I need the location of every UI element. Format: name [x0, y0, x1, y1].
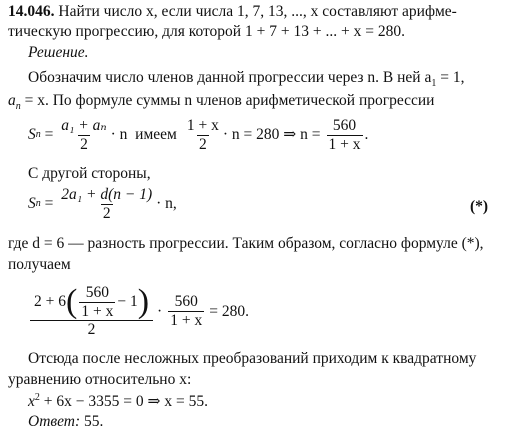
problem-number: 14.046.	[8, 3, 55, 20]
fraction-denominator: 1 + x	[81, 302, 114, 320]
fraction-numerator: a₁ + aₙ	[61, 117, 107, 134]
answer-value: 55.	[80, 413, 104, 430]
para1-text: Обозначим число членов данной прогрессии через n. В ней a	[28, 69, 432, 86]
multiply-dot: ·	[157, 302, 163, 320]
other-side-text: С другой стороны,	[28, 165, 151, 182]
quadratic-equation	[28, 391, 208, 410]
fraction-numerator: 560	[332, 117, 357, 134]
formula2-tail: · n,	[156, 195, 177, 213]
solution-heading: Решение.	[28, 44, 89, 61]
answer-label: Ответ:	[28, 413, 81, 430]
equals-sign: =	[40, 126, 58, 144]
a1-value: = 1,	[436, 69, 465, 86]
fraction-denominator: 1 + x	[170, 311, 203, 329]
formula3-result: = 280.	[209, 302, 249, 320]
formula1-implication: · n = 280 ⇒ n =	[222, 126, 321, 144]
para1-line-1	[28, 69, 465, 90]
x-variable: x	[28, 393, 35, 410]
fraction-a1-an	[59, 118, 108, 152]
para2-line-2: получаем	[8, 256, 71, 273]
big-denominator: 2	[30, 320, 153, 338]
square-exponent: 2	[34, 391, 40, 403]
sn-symbol: S	[28, 126, 36, 144]
equation-tag: (*)	[470, 198, 489, 215]
fraction-general-term	[59, 187, 154, 221]
fraction-denominator: 2	[102, 204, 111, 222]
left-paren: (	[66, 283, 78, 320]
fraction-1-plus-x	[185, 118, 221, 152]
para3-line-1: Отсюда после несложных преобразований приходим к квадратному	[28, 350, 477, 367]
formula-sum-2: S n = $\frac{\text{2a₁ + d(n − 1)}}{2}$ · n,	[28, 186, 177, 222]
para1-line2-text: = x. По формуле суммы n членов арифметической прогрессии	[20, 92, 435, 109]
an-symbol: a	[8, 92, 16, 109]
equals-sign: =	[40, 195, 58, 213]
fraction-560-second	[168, 294, 204, 328]
formula-combined	[30, 285, 249, 338]
fraction-numerator: 2a₁ + d(n − 1)	[61, 186, 153, 203]
inner-fraction-560	[79, 285, 115, 319]
equation-rest: + 6x − 3355 = 0 ⇒ x = 55.	[39, 393, 208, 410]
problem-text-1: Найти число x, если числа 1, 7, 13, ..., x составляют арифме-	[58, 3, 457, 20]
right-paren: )	[137, 283, 150, 320]
two-plus-six: 2 + 6	[34, 293, 66, 311]
sn-symbol: S	[28, 195, 36, 213]
a1-subscript: 1	[431, 78, 437, 90]
para1-line-2	[8, 92, 435, 113]
para3-line-2: уравнению относительно x:	[8, 371, 192, 388]
fraction-numerator: 1 + x	[186, 117, 219, 134]
fraction-denominator: 2	[198, 135, 207, 153]
fraction-numerator: 560	[85, 284, 109, 301]
an-subscript: n	[15, 101, 21, 113]
fraction-denominator: 2	[80, 135, 88, 153]
para2-line-1: где d = 6 — разность прогрессии. Таким образом, согласно формуле (*),	[8, 235, 484, 252]
big-numerator	[32, 285, 151, 320]
answer-line	[28, 414, 103, 430]
fraction-denominator: 1 + x	[328, 135, 361, 153]
formula1-end: .	[364, 126, 369, 144]
problem-line-2: тическую прогрессию, для которой 1 + 7 + 13 + ... + x = 280.	[8, 23, 405, 40]
formula1-tail: · n имеем	[110, 126, 177, 144]
minus-one: − 1	[117, 293, 138, 311]
fraction-big	[32, 285, 151, 338]
fraction-numerator: 560	[174, 293, 198, 311]
fraction-560	[327, 118, 363, 152]
problem-line-1	[8, 4, 457, 20]
formula-sum-1: S n = $\frac{\text{a₁ + aₙ}}{2}$ · n имеем $\frac{1 + x}{2}$ · n = 280 ⇒ n = $\frac{560}{1 + x}$ .	[28, 117, 369, 153]
